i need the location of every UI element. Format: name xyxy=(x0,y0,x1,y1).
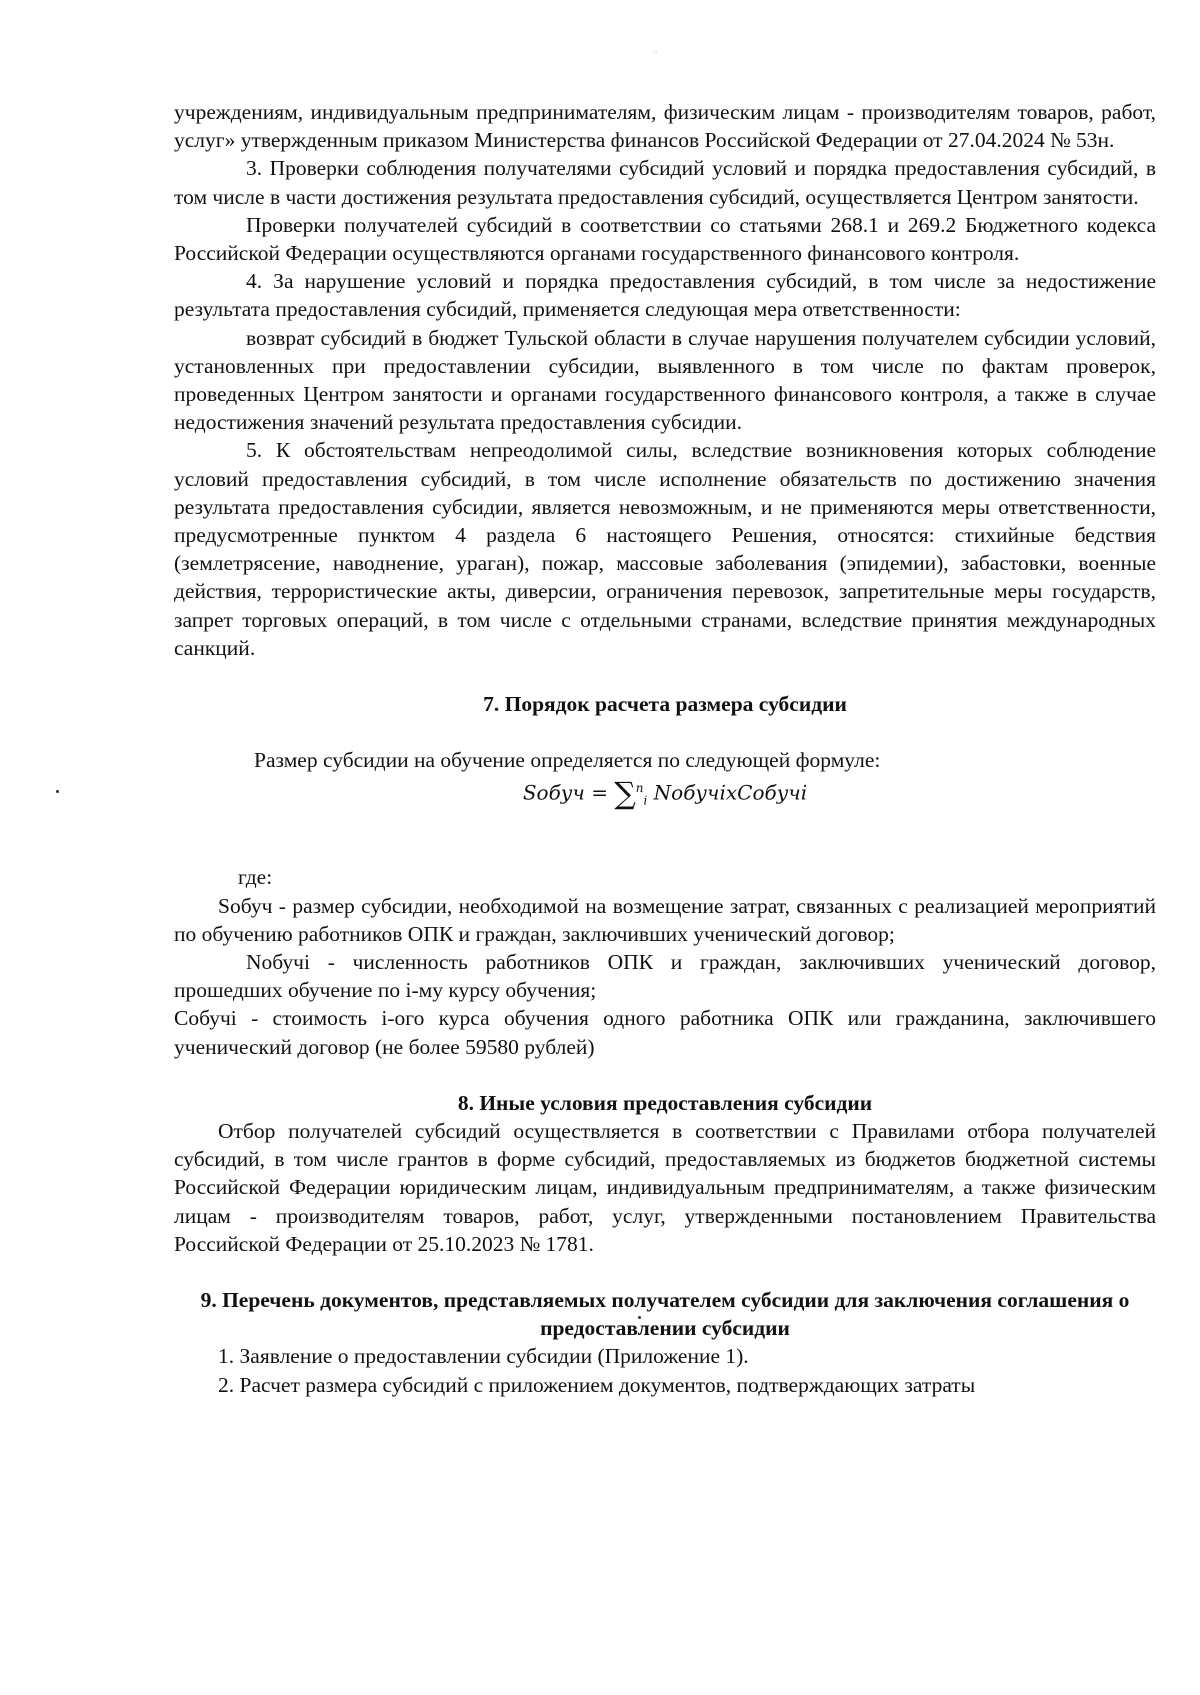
formula-lhs: Sобуч = xyxy=(522,781,615,806)
scan-dot xyxy=(56,790,59,793)
section-8-title: 8. Иные условия предоставления субсидии xyxy=(457,1090,873,1115)
formula-intro: Размер субсидии на обучение определяется по следующей формуле: xyxy=(254,748,881,773)
document-page xyxy=(174,98,1156,1399)
section-7-title: 7. Порядок расчета размера субсидии xyxy=(483,692,847,717)
paragraph-3b: Проверки получателей субсидий в соответствии со статьями 268.1 и 269.2 Бюджетного кодекса Российской Федерации осуществляются органами государственного финансового контроля. xyxy=(174,212,1156,266)
definition-s: Sобуч - размер субсидии, необходимой на возмещение затрат, связанных с реализацией мероприятий по обучению работников ОПК и граждан, заключивших ученический договор; xyxy=(174,893,1156,946)
section-8-text: Отбор получателей субсидий осуществляется в соответствии с Правилами отбора получателей субсидий, в том числе грантов в форме субсидий, предоставляемых из бюджетов бюджетной системы Российской Федерации юридическим лицам, индивидуальным предпринимателям, а также физическим лицам - производителям товаров, работ, услуг, утвержденными постановлением Правительства Российской Федерации от 25.10.2023 № 1781. xyxy=(174,1118,1156,1256)
subsidy-formula xyxy=(174,774,1156,815)
paragraph-5: 5. К обстоятельствам непреодолимой силы, вследствие возникновения которых соблюдение условий предоставления субсидий, в том числе исполнение обязательств по достижению значения результата предоставления субсидии, является невозможным, и не применяются меры ответственности, предусмотренные пунктом 4 раздела 6 настоящего Решения, относятся: стихийные бедствия (землетрясение, наводнение, ураган), пожар, массовые заболевания (эпидемии), забастовки, военные действия, террористические акты, диверсии, ограничения перевозок, запретительные меры государств, запрет торговых операций, в том числе с отдельными странами, вследствие принятия международных санкций. xyxy=(174,438,1156,660)
section-9-item-2: 2. Расчет размера субсидий с приложением документов, подтверждающих затраты xyxy=(218,1372,976,1397)
section-9-item-1: 1. Заявление о предоставлении субсидии (Приложение 1). xyxy=(218,1344,749,1369)
formula-rhs: NобучixCобучi xyxy=(653,781,808,806)
paragraph-3: 3. Проверки соблюдения получателями субсидий условий и порядка предоставления субсидий, в том числе в части достижения результата предоставления субсидий, осуществляется Центром занятости. xyxy=(174,156,1156,209)
top-paragraph: учреждениям, индивидуальным предпринимателям, физическим лицам - производителям товаров, работ, услуг» утвержденным приказом Министерства финансов Российской Федерации от 27.04.2024 № 53н. xyxy=(174,100,1156,153)
formula-sup: n xyxy=(635,781,644,796)
paragraph-4: 4. За нарушение условий и порядка предоставления субсидий, в том числе за недостижение результата предоставления субсидий, применяется следующая мера ответственности: xyxy=(174,269,1156,322)
scan-speck: ◦ xyxy=(652,46,659,59)
sum-symbol: ∑ xyxy=(614,777,636,813)
definition-n: Nобучi - численность работников ОПК и граждан, заключивших ученический договор, прошедших обучение по i-му курсу обучения; xyxy=(174,949,1156,1003)
section-9-title: 9. Перечень документов, представляемых получателем субсидии для заключения соглашения о предоставлении субсидии xyxy=(200,1287,1130,1341)
formula-sub: i xyxy=(643,794,648,809)
where-label: где: xyxy=(238,865,273,890)
definition-c: Собучi - стоимость i-ого курса обучения одного работника ОПК или гражданина, заключившего ученический договор (не более 59580 рублей) xyxy=(174,1006,1156,1059)
paragraph-4b: возврат субсидий в бюджет Тульской области в случае нарушения получателем субсидии условий, установленных при предоставлении субсидии, выявленного в том числе по фактам проверок, проведенных Центром занятости и органами государственного финансового контроля, а также в случае недостижения значений результата предоставления субсидии. xyxy=(174,325,1156,435)
